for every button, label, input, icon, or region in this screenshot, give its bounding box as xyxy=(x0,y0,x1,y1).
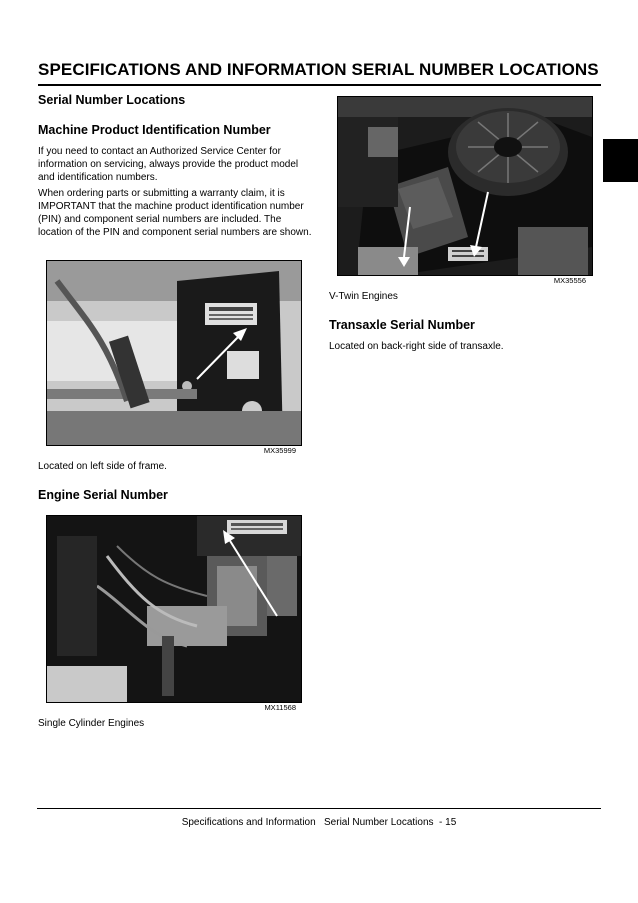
transaxle-caption: Located on back-right side of transaxle. xyxy=(329,341,504,352)
pin-heading: Machine Product Identification Number xyxy=(38,123,271,137)
section-title: Serial Number Locations xyxy=(38,93,186,107)
frame-image-code: MX35999 xyxy=(263,446,296,455)
transaxle-heading: Transaxle Serial Number xyxy=(329,318,475,332)
v-twin-engine-photo xyxy=(337,96,593,276)
pin-paragraph-2: When ordering parts or submitting a warranty claim, it is IMPORTANT that the machine product identification number (PIN) and component serial numbers are included. The location of the PIN and component serial numbers are shown. xyxy=(38,188,312,238)
vtwin-caption: V-Twin Engines xyxy=(329,291,398,302)
header-rule xyxy=(38,84,601,86)
engine-caption: Single Cylinder Engines xyxy=(38,718,145,729)
page-header-title: SPECIFICATIONS AND INFORMATION SERIAL NUMBER LOCATIONS xyxy=(38,60,599,79)
frame-caption: Located on left side of frame. xyxy=(38,461,167,472)
engine-heading: Engine Serial Number xyxy=(38,488,168,502)
single-cylinder-engine-photo xyxy=(46,515,302,703)
section-thumb-tab xyxy=(603,139,638,182)
frame-pin-photo xyxy=(46,260,302,446)
engine-image-code: MX11568 xyxy=(264,703,296,712)
pin-paragraph-1: If you need to contact an Authorized Service Center for information on servicing, always provide the product model and identification numbers. xyxy=(38,146,299,183)
page-footer: Specifications and Information Serial Number Locations - 15 xyxy=(181,817,457,828)
vtwin-image-code: MX35556 xyxy=(553,276,586,285)
footer-rule xyxy=(37,808,601,809)
